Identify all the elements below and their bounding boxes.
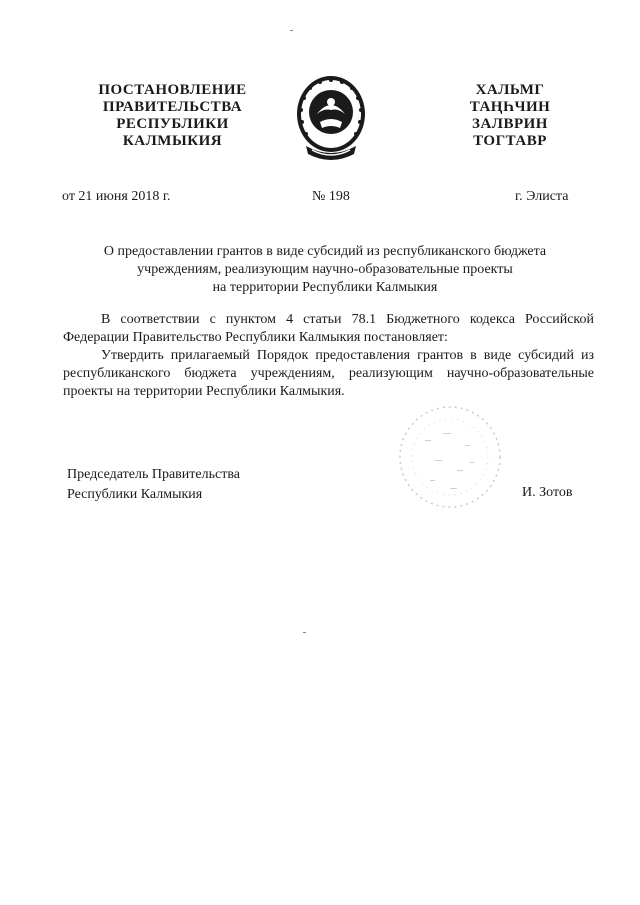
- header-kalmyk-line: ЗАЛВРИН: [472, 116, 548, 132]
- scan-speck: [303, 632, 306, 633]
- header-kalmyk-line: ТАҢҺЧИН: [469, 99, 551, 115]
- document-city: г. Элиста: [515, 189, 569, 204]
- title-line: О предоставлении грантов в виде субсидий из республиканского бюджета: [103, 244, 547, 259]
- document-body: [63, 311, 594, 401]
- document-title: [60, 243, 590, 297]
- official-stamp-icon: [395, 400, 505, 515]
- header-kalmyk-line: ТОГТАВР: [473, 133, 547, 149]
- title-line: учреждениям, реализующим научно-образовательные проекты: [137, 262, 513, 277]
- document-number: № 198: [312, 189, 350, 204]
- header-russian-line: ПРАВИТЕЛЬСТВА: [102, 99, 243, 115]
- signatory-position-line: Председатель Правительства: [67, 467, 240, 482]
- document-date: от 21 июня 2018 г.: [62, 189, 171, 204]
- header-russian-line: ПОСТАНОВЛЕНИЕ: [98, 82, 247, 98]
- header-russian-line: РЕСПУБЛИКИ: [116, 116, 229, 132]
- body-paragraph: В соответствии с пунктом 4 статьи 78.1 Бюджетного кодекса Российской Федерации Правительство Республики Калмыкия постановляет:: [63, 312, 594, 345]
- header-russian: [80, 82, 265, 150]
- signatory-name: И. Зотов: [522, 485, 573, 500]
- header-kalmyk: [445, 82, 575, 150]
- signatory-position-line: Республики Калмыкия: [67, 487, 203, 502]
- body-paragraph: Утвердить прилагаемый Порядок предоставления грантов в виде субсидий из республиканского бюджета учреждениям, реализующим научно-образовательные проекты на территории Республики Калмыкия.: [63, 348, 594, 399]
- signatory-position: [67, 465, 240, 505]
- header-kalmyk-line: ХАЛЬМГ: [475, 82, 545, 98]
- header-russian-line: КАЛМЫКИЯ: [122, 133, 223, 149]
- scan-speck: [290, 30, 293, 31]
- title-line: на территории Республики Калмыкия: [212, 280, 438, 295]
- kalmykia-emblem-icon: [292, 68, 370, 168]
